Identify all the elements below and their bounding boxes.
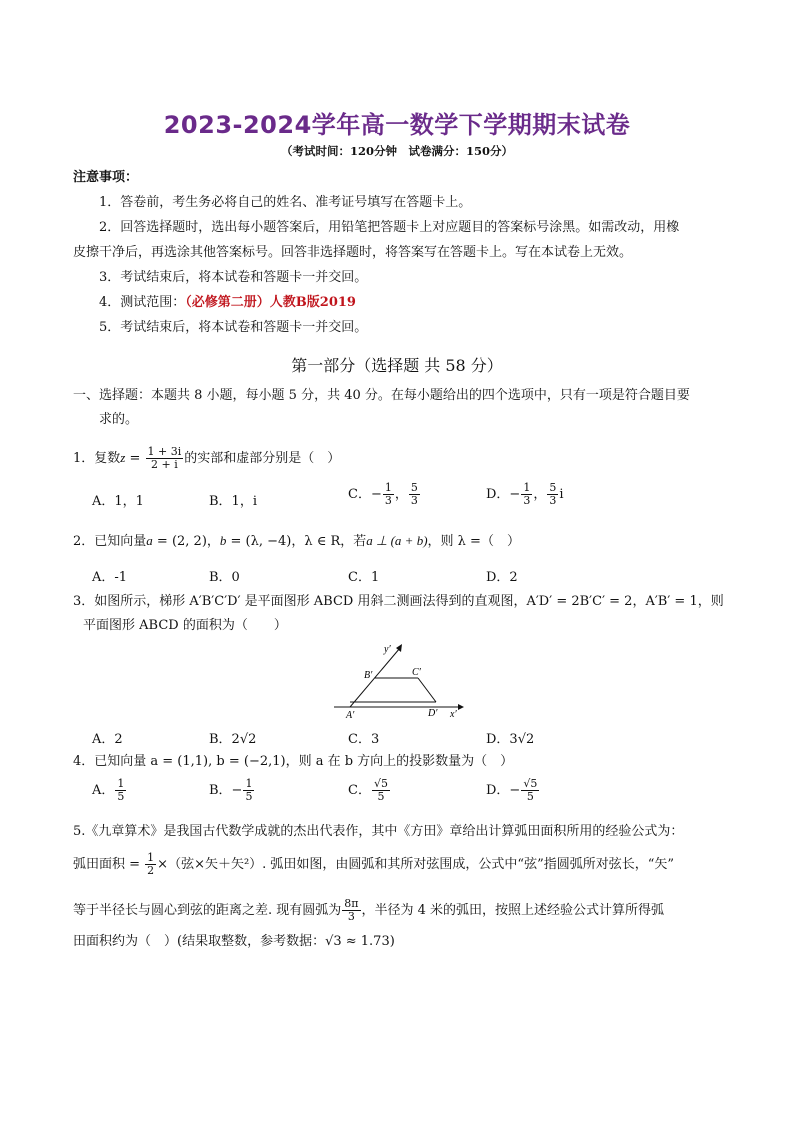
y-axis-arrow bbox=[396, 644, 402, 652]
label-d: D′ bbox=[428, 708, 438, 719]
notice-item-2: 2．回答选择题时，选出每小题答案后，用铅笔把答题卡上对应题目的答案标号涂黑。如需改动，用橡 bbox=[99, 220, 680, 235]
q1-option-a: A．1，1 bbox=[92, 494, 144, 509]
q3-option-c: C．3 bbox=[348, 732, 380, 747]
q1-option-b: B．1，i bbox=[209, 494, 257, 509]
section-intro-cont: 求的。 bbox=[99, 412, 139, 427]
question-1: 1．复数z = $\frac{1 + 3i}{2 + i}$ 的实部和虚部分别是（ ） bbox=[73, 445, 341, 471]
question-5-line2: 弧田面积 = $\frac{1}{2}$ ×（弦×矢＋矢²）. 弧田如图，由圆弧和其所对弦围成，公式中“弦”指圆弧所对弦长，“矢” bbox=[73, 851, 675, 877]
label-x: x′ bbox=[450, 709, 457, 720]
edge-cd bbox=[418, 678, 436, 702]
q4-option-b: B．− $\frac{1}{5}$ bbox=[209, 777, 253, 803]
question-2: 2．已知向量a = (2, 2)，b = (λ, −4)，λ ∈ R，若a ⊥ (a + b)，则 λ =（ ） bbox=[73, 533, 520, 549]
question-4: 4．已知向量 a = (1,1), b = (−2,1)，则 a 在 b 方向上的投影数量为（ ） bbox=[73, 754, 514, 769]
q1-fraction: $\frac{1 + 3i}{2 + i}$ bbox=[147, 445, 182, 471]
q2-option-c: C．1 bbox=[348, 570, 380, 585]
label-a: A′ bbox=[346, 710, 355, 721]
exam-info: （考试时间：120分钟 试卷满分：150分） bbox=[280, 144, 513, 158]
q4-option-a: A． $\frac{1}{5}$ bbox=[92, 777, 125, 803]
page-title: 2023-2024学年高一数学下学期期末试卷 bbox=[163, 111, 631, 139]
q4-option-c: C． $\frac{√5}{5}$ bbox=[348, 777, 388, 803]
q4-option-d: D．− $\frac{√5}{5}$ bbox=[486, 777, 538, 803]
q2-option-a: A．-1 bbox=[92, 570, 128, 585]
q1-option-d: D．− $\frac{1}{3}$ ， $\frac{5}{3}$ i bbox=[486, 481, 564, 507]
label-c: C′ bbox=[412, 667, 421, 678]
notice-item-2-cont: 皮擦干净后，再选涂其他答案标号。回答非选择题时，将答案写在答题卡上。写在本试卷上无效。 bbox=[73, 245, 633, 260]
test-scope: （必修第二册）人教B版2019 bbox=[185, 295, 356, 310]
question-5-line3: 等于半径长与圆心到弦的距离之差. 现有圆弧为 $\frac{8\pi}{3}$ ，半径为 4 米的弧田，按照上述经验公式计算所得弧 bbox=[73, 897, 665, 923]
q2-option-d: D．2 bbox=[486, 570, 518, 585]
question-5-line4: 田面积约为（ ）(结果取整数，参考数据：√3 ≈ 1.73) bbox=[73, 934, 395, 949]
q1-option-c: C．− $\frac{1}{3}$ ， $\frac{5}{3}$ bbox=[348, 481, 418, 507]
notice-item-5: 5．考试结束后，将本试卷和答题卡一并交回。 bbox=[99, 320, 368, 335]
q3-option-a: A．2 bbox=[92, 732, 123, 747]
section-intro: 一、选择题：本题共 8 小题，每小题 5 分，共 40 分。在每小题给出的四个选项中，只有一项是符合题目要 bbox=[73, 388, 690, 403]
q3-option-d: D．3√2 bbox=[486, 732, 535, 747]
q3-option-b: B．2√2 bbox=[209, 732, 257, 747]
x-axis-arrow bbox=[458, 704, 464, 710]
label-b: B′ bbox=[364, 670, 373, 681]
question-5: 5.《九章算术》是我国古代数学成就的杰出代表作，其中《方田》章给出计算弧田面积所用的经验公式为： bbox=[73, 824, 684, 839]
notice-item-4-label: 4．测试范围： bbox=[99, 295, 186, 310]
section-title: 第一部分（选择题 共 58 分） bbox=[291, 356, 503, 375]
question-3-cont: 平面图形 ABCD 的面积为（ ） bbox=[83, 618, 287, 633]
question-3: 3．如图所示，梯形 A′B′C′D′ 是平面图形 ABCD 用斜二测画法得到的直观图，A′D′ = 2B′C′ = 2，A′B′ = 1，则 bbox=[73, 594, 724, 609]
trapezoid-figure bbox=[330, 640, 470, 722]
notice-heading: 注意事项： bbox=[73, 170, 139, 185]
q2-option-b: B．0 bbox=[209, 570, 240, 585]
notice-item-3: 3．考试结束后，将本试卷和答题卡一并交回。 bbox=[99, 270, 368, 285]
notice-item-1: 1．答卷前，考生务必将自己的姓名、准考证号填写在答题卡上。 bbox=[99, 195, 472, 210]
label-y: y′ bbox=[384, 644, 391, 655]
notice-item-4 bbox=[99, 293, 734, 313]
